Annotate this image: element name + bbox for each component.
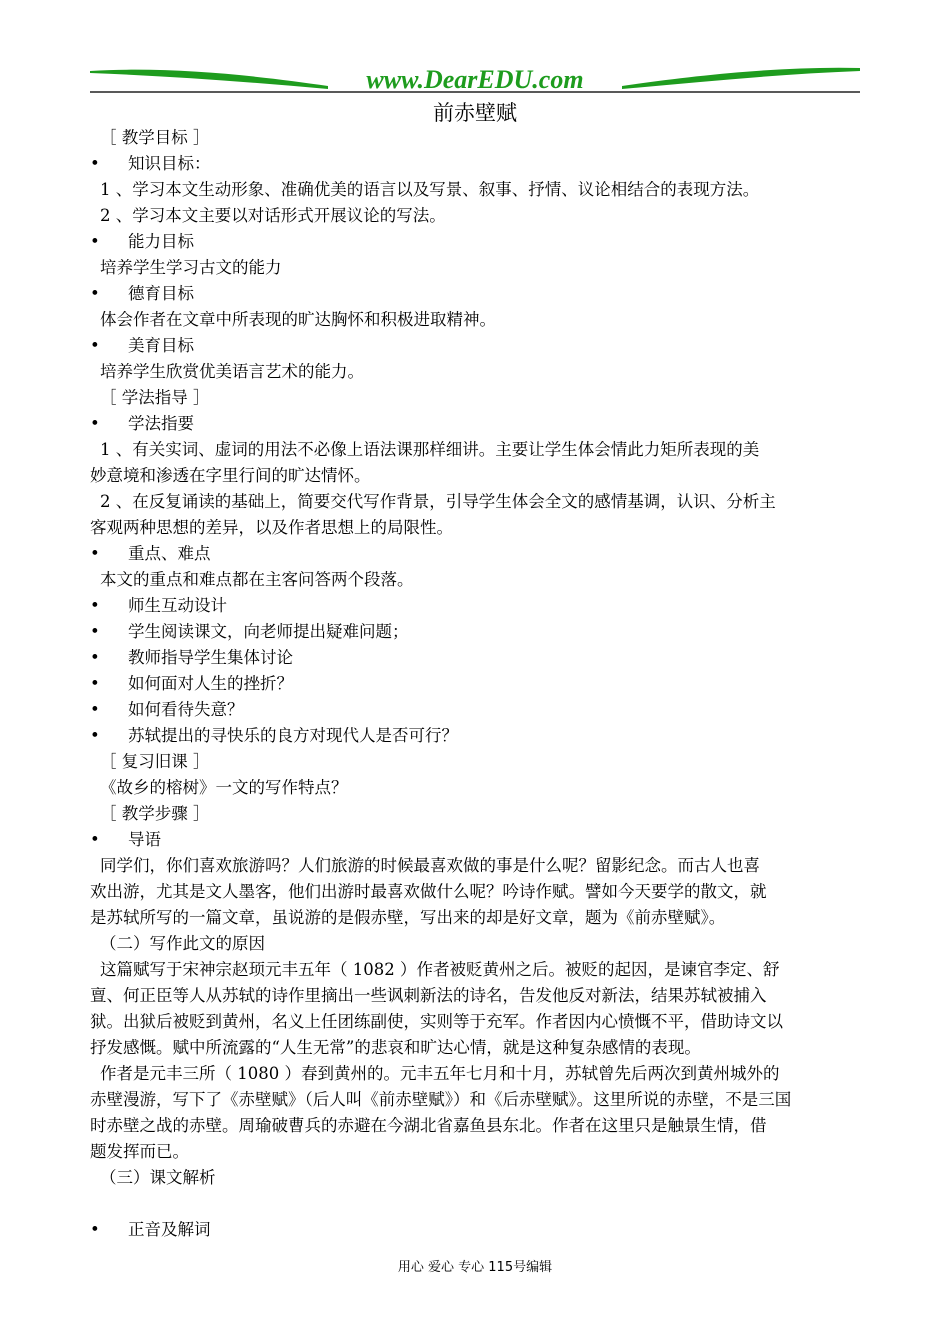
- document-body: [90, 125, 862, 1243]
- bullet-text: 如何面对人生的挫折？: [128, 674, 293, 693]
- bullet-icon: •: [90, 674, 100, 693]
- text-line: 本文的重点和难点都在主客问答两个段落。: [100, 570, 414, 589]
- bullet-text: 苏轼提出的寻快乐的良方对现代人是否可行？: [128, 726, 458, 745]
- bullet-icon: •: [90, 544, 100, 563]
- text-line: 客观两种思想的差异，以及作者思想上的局限性。: [90, 518, 453, 537]
- text-line: （三）课文解析: [100, 1168, 216, 1187]
- bullet-text: 知识目标：: [128, 154, 211, 173]
- text-line: 培养学生欣赏优美语言艺术的能力。: [100, 362, 364, 381]
- text-line: 狱。出狱后被贬到黄州，名义上任团练副使，实则等于充军。作者因内心愤慨不平，借助诗文以: [90, 1012, 783, 1031]
- bullet-text: 如何看待失意？: [128, 700, 244, 719]
- bullet-icon: •: [90, 154, 100, 173]
- bullet-text: 德育目标: [128, 284, 194, 303]
- bullet-icon: •: [90, 336, 100, 355]
- bullet-icon: •: [90, 726, 100, 745]
- text-line: 题发挥而已。: [90, 1142, 189, 1161]
- text-line: 时赤壁之战的赤壁。周瑜破曹兵的赤避在今湖北省嘉鱼县东北。作者在这里只是触景生情，借: [90, 1116, 767, 1135]
- bullet-item: [90, 229, 862, 255]
- bullet-item: [90, 151, 862, 177]
- bullet-text: 师生互动设计: [128, 596, 227, 615]
- text-line: 1 、学习本文生动形象、准确优美的语言以及写景、叙事、抒情、议论相结合的表现方法。: [100, 180, 760, 199]
- bullet-text: 教师指导学生集体讨论: [128, 648, 293, 667]
- bullet-icon: •: [90, 596, 100, 615]
- bullet-item: [90, 411, 862, 437]
- bullet-item: [90, 671, 862, 697]
- bullet-item: [90, 645, 862, 671]
- bullet-item: [90, 723, 862, 749]
- bullet-icon: •: [90, 648, 100, 667]
- text-line: ［ 学法指导 ］: [100, 388, 210, 407]
- bullet-item: [90, 593, 862, 619]
- bullet-item: [90, 333, 862, 359]
- bullet-item: [90, 1217, 862, 1243]
- text-line: 是苏轼所写的一篇文章，虽说游的是假赤壁，写出来的却是好文章，题为《前赤壁赋》。: [90, 908, 726, 927]
- bullet-text: 能力目标: [128, 232, 194, 251]
- bullet-item: [90, 697, 862, 723]
- text-line: 这篇赋写于宋神宗赵顼元丰五年（ 1082 ）作者被贬黄州之后。被贬的起因，是谏官李定、舒: [100, 960, 780, 979]
- bullet-item: [90, 281, 862, 307]
- text-line: 妙意境和渗透在字里行间的旷达情怀。: [90, 466, 371, 485]
- bullet-item: [90, 541, 862, 567]
- bullet-item: [90, 619, 862, 645]
- bullet-icon: •: [90, 830, 100, 849]
- text-line: 体会作者在文章中所表现的旷达胸怀和积极进取精神。: [100, 310, 496, 329]
- text-line: 《故乡的榕树》一文的写作特点？: [100, 778, 348, 797]
- bullet-icon: •: [90, 622, 100, 641]
- bullet-text: 导语: [128, 830, 161, 849]
- text-line: 培养学生学习古文的能力: [100, 258, 282, 277]
- text-line: ［ 复习旧课 ］: [100, 752, 210, 771]
- text-line: 同学们，你们喜欢旅游吗？人们旅游的时候最喜欢做的事是什么呢？留影纪念。而古人也喜: [100, 856, 760, 875]
- text-line: （二）写作此文的原因: [100, 934, 265, 953]
- text-line: 赤壁漫游，写下了《赤壁赋》（后人叫《前赤壁赋》）和《后赤壁赋》。这里所说的赤壁，不是三国: [90, 1090, 792, 1109]
- text-line: 作者是元丰三所（ 1080 ）春到黄州的。元丰五年七月和十月，苏轼曾先后两次到黄州城外的: [100, 1064, 780, 1083]
- document-title: 前赤壁赋: [433, 101, 517, 125]
- text-line: 欢出游，尤其是文人墨客，他们出游时最喜欢做什么呢？吟诗作赋。譬如今天要学的散文，就: [90, 882, 767, 901]
- text-line: 亶、何正臣等人从苏轼的诗作里摘出一些讽刺新法的诗名，告发他反对新法，结果苏轼被捕入: [90, 986, 767, 1005]
- bullet-icon: •: [90, 232, 100, 251]
- bullet-text: 美育目标: [128, 336, 194, 355]
- text-line: 1 、有关实词、虚词的用法不必像上语法课那样细讲。主要让学生体会情此力矩所表现的美: [100, 440, 760, 459]
- text-line: ［ 教学目标 ］: [100, 128, 210, 147]
- bullet-icon: •: [90, 414, 100, 433]
- text-line: 2 、学习本文主要以对话形式开展议论的写法。: [100, 206, 446, 225]
- text-line: 2 、在反复诵读的基础上，简要交代写作背景，引导学生体会全文的感情基调，认识、分析主: [100, 492, 776, 511]
- bullet-text: 学生阅读课文，向老师提出疑难问题；: [128, 622, 409, 641]
- text-line: ［ 教学步骤 ］: [100, 804, 210, 823]
- bullet-icon: •: [90, 284, 100, 303]
- bullet-item: [90, 827, 862, 853]
- bullet-text: 重点、难点: [128, 544, 211, 563]
- bullet-icon: •: [90, 1220, 100, 1239]
- bullet-text: 正音及解词: [128, 1220, 211, 1239]
- bullet-text: 学法指要: [128, 414, 194, 433]
- bullet-icon: •: [90, 700, 100, 719]
- header-swoosh: [90, 62, 860, 94]
- logo-text: www.DearEDU.com: [366, 65, 584, 94]
- page-footer: 用心 爱心 专心 115号编辑: [397, 1260, 553, 1275]
- site-header-logo: [90, 62, 860, 94]
- blank-line: [90, 1191, 862, 1217]
- text-line: 抒发感慨。赋中所流露的“人生无常”的悲哀和旷达心情，就是这种复杂感情的表现。: [90, 1038, 701, 1057]
